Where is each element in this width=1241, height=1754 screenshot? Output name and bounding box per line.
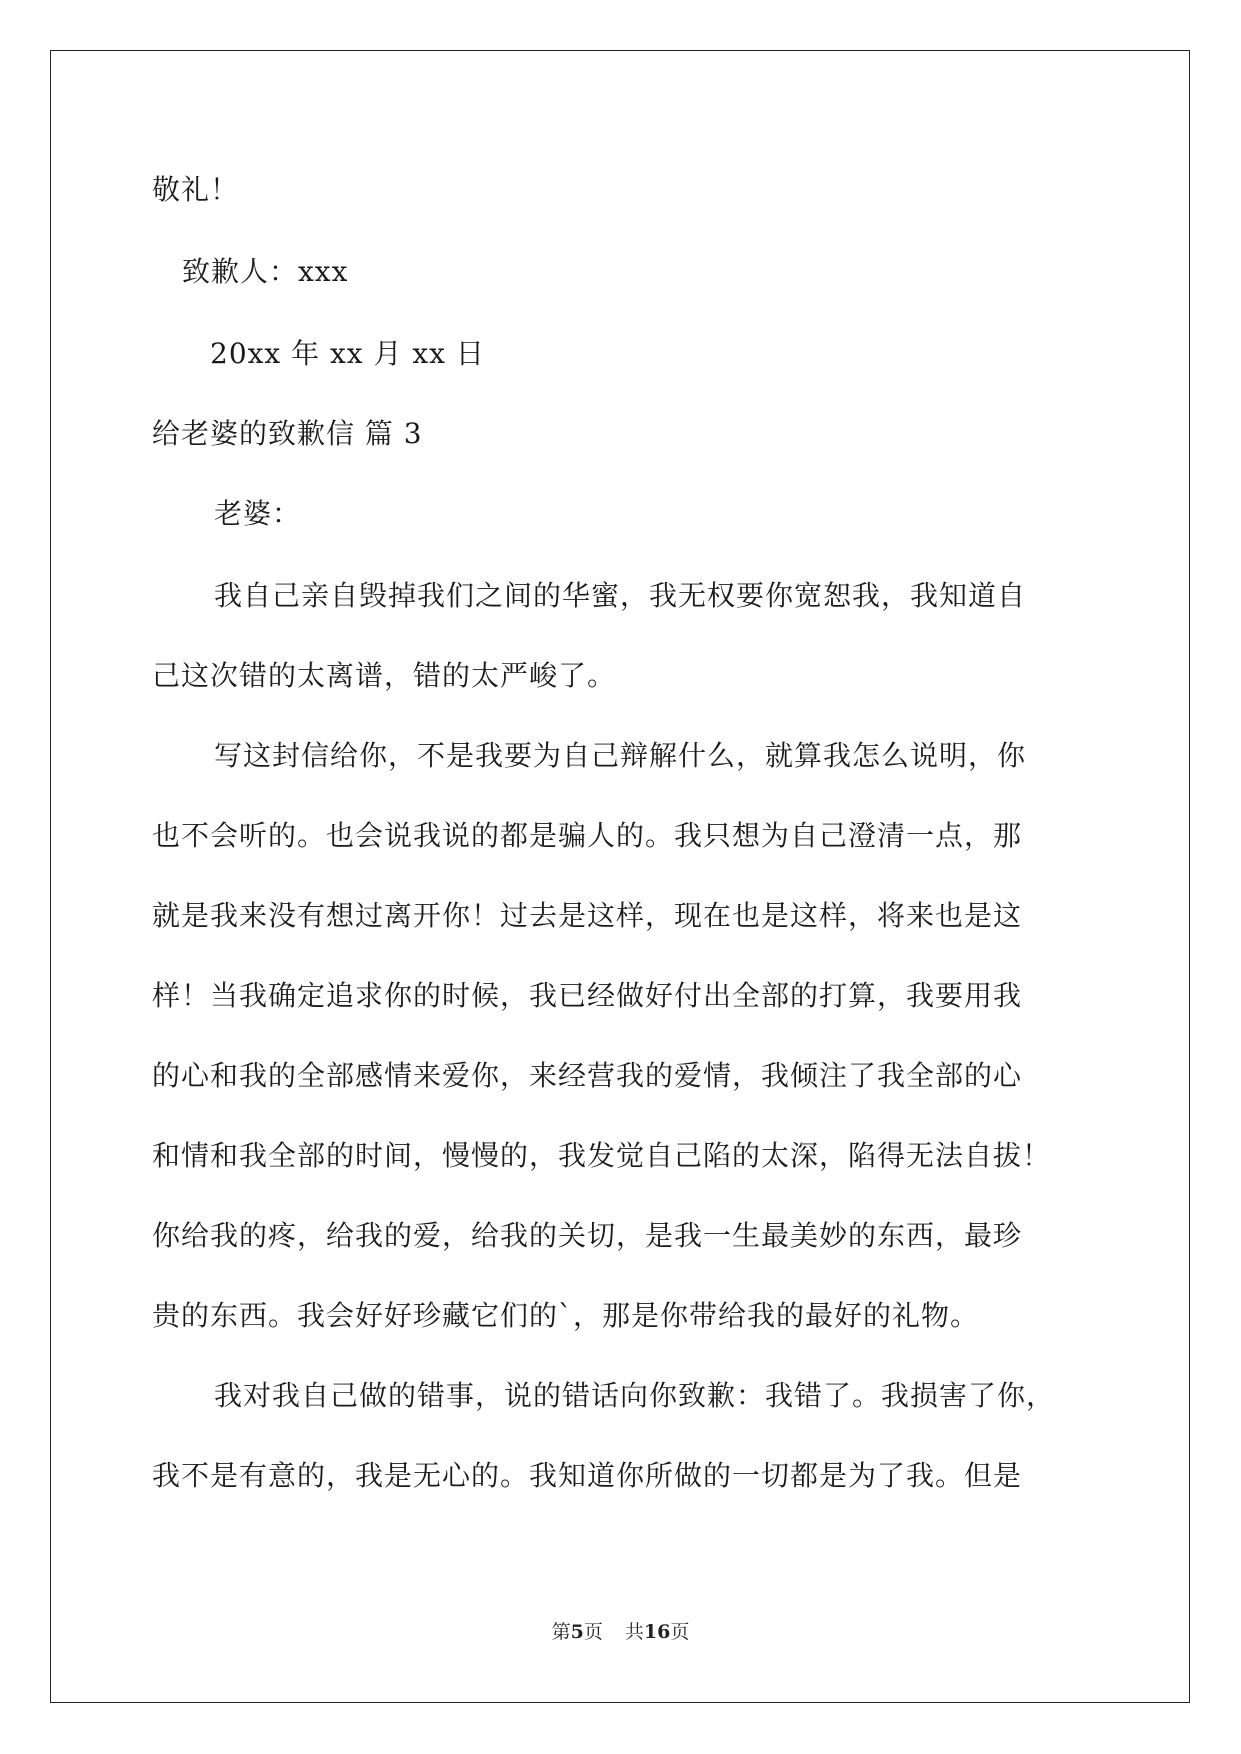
body-line: 样！当我确定追求你的时候，我已经做好付出全部的打算，我要用我 xyxy=(152,979,1023,1012)
body-line: 也不会听的。也会说我说的都是骗人的。我只想为自己澄清一点，那 xyxy=(152,819,1023,852)
page-prefix: 第 xyxy=(551,1621,571,1643)
body-line: 我自己亲自毁掉我们之间的华蜜，我无权要你宽恕我，我知道自 xyxy=(214,579,1027,612)
body-line: 的心和我的全部感情来爱你，来经营我的爱情，我倾注了我全部的心 xyxy=(152,1059,1023,1092)
body-line: 就是我来没有想过离开你！过去是这样，现在也是这样，将来也是这 xyxy=(152,899,1023,932)
body-line: 你给我的疼，给我的爱，给我的关切，是我一生最美妙的东西，最珍 xyxy=(152,1219,1023,1252)
page-total: 16 xyxy=(643,1621,671,1643)
letter-date: 20xx 年 xx 月 xx 日 xyxy=(210,337,485,370)
page-border xyxy=(50,50,1190,1703)
letter-signature: 致歉人：xxx xyxy=(182,255,349,288)
body-line: 我对我自己做的错事，说的错话向你致歉：我错了。我损害了你， xyxy=(214,1379,1056,1412)
page-current: 5 xyxy=(570,1621,584,1643)
section-title: 给老婆的致歉信 篇 3 xyxy=(152,417,423,450)
letter-closing: 敬礼！ xyxy=(152,173,240,206)
page-number-footer xyxy=(0,1620,1241,1644)
body-line: 写这封信给你，不是我要为自己辩解什么，就算我怎么说明，你 xyxy=(214,739,1027,772)
body-line: 己这次错的太离谱，错的太严峻了。 xyxy=(152,659,617,692)
body-line: 我不是有意的，我是无心的。我知道你所做的一切都是为了我。但是 xyxy=(152,1459,1023,1492)
page-suffix: 页 xyxy=(583,1621,603,1643)
letter-salutation: 老婆： xyxy=(214,497,302,530)
body-line: 贵的东西。我会好好珍藏它们的`，那是你带给我的最好的礼物。 xyxy=(152,1299,980,1332)
total-suffix: 页 xyxy=(670,1621,690,1643)
body-line: 和情和我全部的时间，慢慢的，我发觉自己陷的太深，陷得无法自拔！ xyxy=(152,1139,1052,1172)
total-prefix: 共 xyxy=(624,1621,644,1643)
